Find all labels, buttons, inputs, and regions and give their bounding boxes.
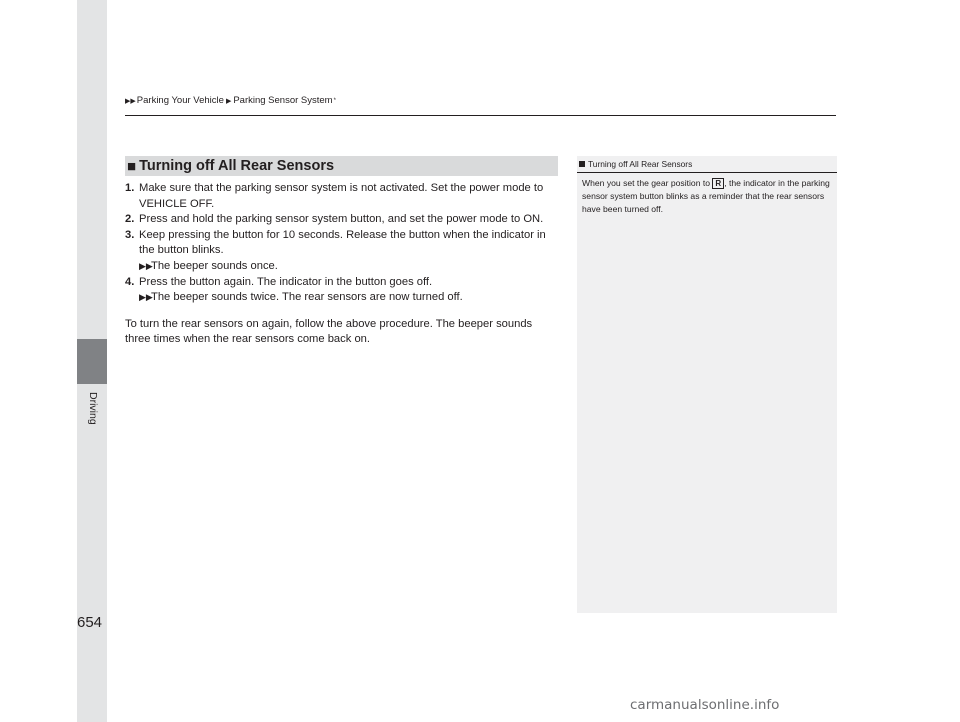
result-arrow-icon: ▶▶ (139, 292, 153, 303)
note-text (582, 177, 836, 216)
step-1 (125, 181, 560, 212)
breadcrumb-arrow-icon: ▶▶ (125, 97, 136, 105)
side-tab-marker (77, 339, 107, 384)
gear-r-icon: R (712, 178, 724, 189)
breadcrumb (125, 95, 336, 106)
result-text: The beeper sounds twice. The rear sensors are now turned off. (151, 291, 463, 304)
watermark-logo: carmanualsonline.info (630, 697, 780, 713)
step-text: Press the button again. The indicator in the button goes off. (139, 275, 433, 288)
page-number: 654 (77, 614, 103, 631)
note-text-after: , the indicator in the parking sensor system button blinks as a reminder that the rear sensors have been turned off. (582, 178, 830, 214)
note-text-before: When you set the gear position to (582, 178, 711, 188)
step-text: Press and hold the parking sensor system button, and set the power mode to ON. (139, 213, 544, 226)
step-text: Make sure that the parking sensor system is not activated. Set the power mode to VEHICLE OFF. (139, 182, 544, 210)
side-tab-label: Driving (87, 392, 99, 425)
step-number: 2. (125, 213, 135, 226)
note-header (577, 156, 837, 173)
note-sidebar (577, 156, 837, 613)
step-number: 3. (125, 228, 135, 241)
step-2 (125, 212, 560, 228)
breadcrumb-item-parking[interactable]: Parking Your Vehicle (136, 95, 224, 106)
closing-paragraph: To turn the rear sensors on again, follow the above procedure. The beeper sounds three times when the rear sensors come back on. (125, 317, 533, 346)
step-number: 1. (125, 182, 135, 194)
step-result (139, 259, 560, 275)
section-heading (125, 156, 558, 176)
result-arrow-icon: ▶▶ (139, 260, 153, 271)
step-4 (125, 275, 560, 306)
breadcrumb-arrow-icon: ▶ (225, 97, 232, 105)
step-result (139, 290, 560, 306)
breadcrumb-asterisk: * (333, 97, 336, 104)
step-text: Keep pressing the button for 10 seconds. Release the button when the indicator in the button blinks. (139, 228, 546, 257)
breadcrumb-item-sensor[interactable]: Parking Sensor System (233, 95, 333, 106)
result-text: The beeper sounds once. (151, 259, 278, 272)
note-bullet-icon (579, 161, 585, 167)
header-rule (125, 115, 836, 116)
procedure-body (125, 181, 560, 348)
step-number: 4. (125, 275, 135, 288)
note-title: Turning off All Rear Sensors (588, 159, 693, 169)
step-3 (125, 228, 560, 275)
section-title: Turning off All Rear Sensors (139, 158, 335, 174)
section-square-icon: ■ (127, 157, 137, 175)
